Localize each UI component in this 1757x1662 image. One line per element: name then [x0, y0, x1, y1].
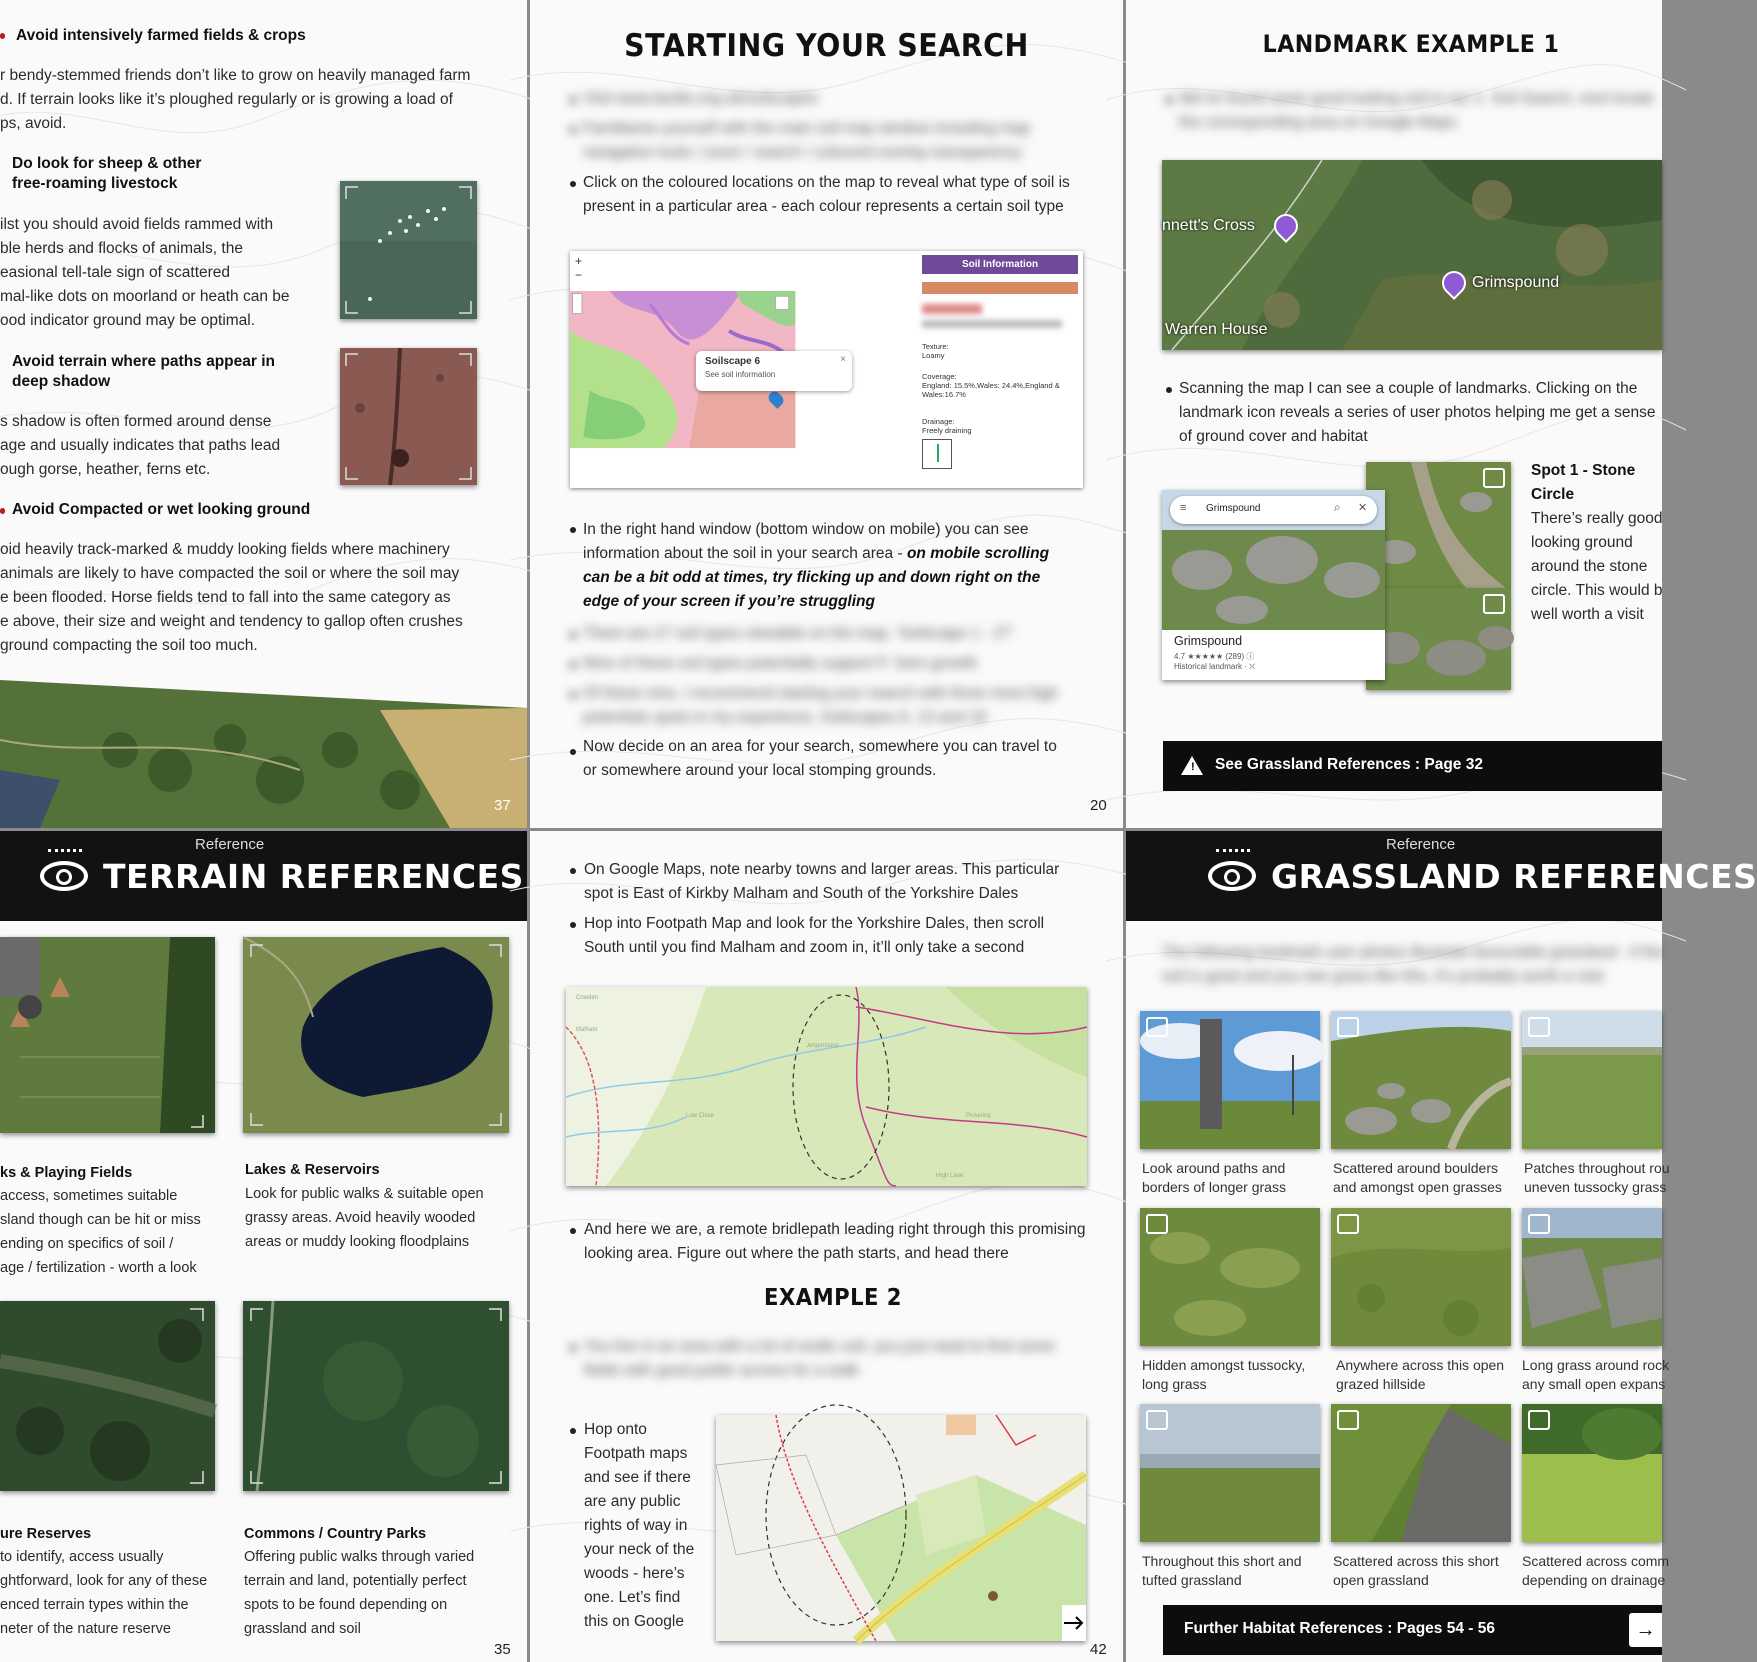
- aerial-woodland-banner: [0, 680, 527, 828]
- grass-photo-boulders: [1331, 1011, 1511, 1149]
- aerial-playing-fields: [0, 937, 215, 1133]
- line: Scattered around boulders: [1333, 1160, 1498, 1176]
- line: Offering public walks through varied: [244, 1549, 475, 1565]
- line: There’s really good: [1531, 510, 1663, 527]
- popup-link[interactable]: See soil information: [705, 370, 776, 379]
- line: and amongst open grasses: [1333, 1179, 1502, 1195]
- line: free-roaming livestock: [12, 175, 178, 192]
- line: circle. This would b: [1531, 582, 1663, 599]
- line: And here we are, a remote bridlepath leading right through this promising: [584, 1221, 1086, 1238]
- svg-text:High Lane: High Lane: [936, 1173, 964, 1179]
- eye-lashes: [48, 849, 82, 855]
- line: We’ve found some good looking soil in our 1. Soil Search, next locate: [1179, 90, 1655, 107]
- photo-gallery-icon: [1528, 1017, 1550, 1037]
- italic-note: can be a bit odd at times, try flicking up and down right on the: [583, 569, 1041, 586]
- bullet-text-bridlepath: [584, 1218, 1085, 1266]
- page-grassland-references: [1126, 831, 1757, 1662]
- paragraph-farmed: [0, 64, 520, 136]
- line: ough gorse, heather, ferns etc.: [0, 461, 211, 478]
- zoom-in-button[interactable]: +: [575, 254, 583, 268]
- bullet: [0, 508, 5, 514]
- close-icon[interactable]: ×: [840, 354, 846, 365]
- line: around the stone: [1531, 558, 1648, 575]
- aerial-path-shadow-image: [340, 348, 477, 485]
- user-photo-path: [1366, 462, 1511, 588]
- header-title: GRASSLAND REFERENCES: [1271, 857, 1757, 896]
- eye-lashes: [1216, 849, 1250, 855]
- header-title: TERRAIN REFERENCES: [103, 857, 524, 896]
- bullet-text-scanning: [1179, 377, 1655, 449]
- panel-title: Soil Information: [922, 255, 1078, 274]
- line: open grassland: [1333, 1572, 1429, 1588]
- photo-gallery-icon: [1146, 1410, 1168, 1430]
- satellite-map-grimspound: [1162, 160, 1662, 350]
- menu-icon[interactable]: ≡: [1180, 502, 1187, 514]
- svg-text:Cowden: Cowden: [576, 995, 599, 1001]
- soil-color-swatch: [922, 282, 1078, 294]
- soilscape-map-screenshot: [570, 251, 1083, 488]
- svg-text:Pickering: Pickering: [966, 1113, 991, 1119]
- bullet-text-footpath-maps: [584, 1418, 694, 1634]
- google-place-card: [1162, 490, 1385, 680]
- blurred-text: [922, 304, 982, 314]
- bullet: [0, 33, 5, 39]
- page-title: STARTING YOUR SEARCH: [624, 28, 1029, 64]
- line: Hop onto: [584, 1421, 647, 1438]
- line: age / fertilization - worth a look: [0, 1260, 197, 1276]
- page-number: 37: [494, 797, 511, 814]
- line: Scattered across comm: [1522, 1553, 1670, 1569]
- photo-gallery-icon: [1337, 1410, 1359, 1430]
- bullet: [570, 662, 576, 668]
- line: one. Let’s find: [584, 1589, 681, 1606]
- line: ps, avoid.: [0, 115, 67, 132]
- line: South until you find Malham and zoom in, it’ll only take a second: [584, 939, 1025, 956]
- line: ending on specifics of soil /: [0, 1236, 174, 1252]
- drainage-value: Freely draining: [922, 426, 972, 435]
- bullet: [570, 1228, 576, 1234]
- card-text-nature: [0, 1545, 207, 1641]
- line: d. If terrain looks like it’s ploughed regularly or is growing a load of: [0, 91, 453, 108]
- line: Familiarise yourself with the main soil map window including map: [583, 120, 1031, 137]
- footpath-map-woods: [716, 1415, 1086, 1641]
- blurred-text: [583, 682, 1058, 730]
- bullet: [570, 749, 576, 755]
- photo-caption: [1142, 1159, 1286, 1197]
- bullet: [570, 527, 576, 533]
- photo-caption: [1336, 1356, 1504, 1394]
- card-title-lakes: Lakes & Reservoirs: [245, 1162, 380, 1178]
- soilscape-popup: [696, 351, 852, 391]
- line: mal-like dots on moorland or heath can be: [0, 288, 290, 305]
- line: depending on drainage: [1522, 1572, 1666, 1588]
- italic-note: on mobile scrolling: [906, 545, 1050, 562]
- coverage-value: England: 15.5%,Wales: 24.4%,England &: [922, 381, 1060, 390]
- photo-gallery-icon: [1528, 1214, 1550, 1234]
- line: Avoid terrain where paths appear in: [12, 353, 275, 370]
- heading-look-sheep: [12, 154, 201, 194]
- line: areas or muddy looking floodplains: [245, 1234, 470, 1250]
- eye-icon: [40, 861, 88, 891]
- line: animals are likely to have compacted the soil or where the soil may: [0, 565, 460, 582]
- line: Now decide on an area for your search, somewhere you can travel to: [583, 738, 1057, 755]
- line: ilst you should avoid fields rammed with: [0, 216, 274, 233]
- line: Footpath maps: [584, 1445, 688, 1462]
- line: woods - here’s: [584, 1565, 685, 1582]
- page-number: 20: [1090, 797, 1107, 814]
- line: ble herds and flocks of animals, the: [0, 240, 243, 257]
- line: On Google Maps, note nearby towns and larger areas. This particular: [584, 861, 1060, 878]
- texture-value: Loamy: [922, 351, 945, 360]
- line: tufted grassland: [1142, 1572, 1242, 1588]
- zoom-out-button[interactable]: −: [575, 268, 583, 282]
- line: You live in an area with a lot of acidic soil, you just need to find some: [584, 1338, 1055, 1355]
- grass-photo-tussocky: [1522, 1011, 1662, 1149]
- line: Scanning the map I can see a couple of landmarks. Clicking on the: [1179, 380, 1638, 397]
- photo-gallery-icon: [1528, 1410, 1550, 1430]
- blurred-text: Nine of these soil types potentially support P. Sem growth: [583, 655, 978, 672]
- photo-gallery-icon: [1483, 594, 1505, 614]
- place-name[interactable]: Grimspound: [1174, 634, 1243, 648]
- close-icon[interactable]: ✕: [1358, 502, 1368, 514]
- card-title-commons: Commons / Country Parks: [244, 1526, 427, 1542]
- photo-gallery-icon: [1483, 468, 1505, 488]
- photo-caption: [1333, 1159, 1502, 1197]
- photo-gallery-icon: [1337, 1017, 1359, 1037]
- line: enced terrain types within the: [0, 1597, 189, 1613]
- texture-label: Texture:: [922, 342, 949, 351]
- heading-avoid-shadow: [12, 352, 275, 392]
- photo-gallery-icon: [1146, 1017, 1168, 1037]
- user-photo-boulders: [1366, 588, 1511, 690]
- bar-label: See Grassland References : Page 32: [1215, 756, 1483, 773]
- line: Hidden amongst tussocky,: [1142, 1357, 1306, 1373]
- section-header: [1126, 831, 1757, 921]
- spot-description: [1531, 507, 1663, 627]
- line: your neck of the: [584, 1541, 695, 1558]
- page-35: [0, 831, 527, 1662]
- coverage-label: Coverage:: [922, 372, 957, 381]
- line: ood indicator ground may be optimal.: [0, 312, 256, 329]
- further-habitat-references-bar[interactable]: [1163, 1605, 1662, 1655]
- line: spots to be found depending on: [244, 1597, 448, 1613]
- line: r bendy-stemmed friends don’t like to grow on heavily managed farm: [0, 67, 471, 84]
- line: Patches throughout rou: [1524, 1160, 1670, 1176]
- line: information about the soil in your search area -: [583, 545, 907, 562]
- photo-caption: [1522, 1552, 1669, 1590]
- see-grassland-references-bar[interactable]: ! See Grassland References : Page 32: [1163, 741, 1662, 791]
- line: ghtforward, look for any of these: [0, 1573, 208, 1589]
- line: ground compacting the soil too much.: [0, 637, 258, 654]
- line: terrain and land, potentially perfect: [244, 1573, 467, 1589]
- photo-caption: [1522, 1356, 1669, 1394]
- drainage-label: Drainage:: [922, 417, 955, 426]
- line: The following landmark user photos illustrate favourable grassland - if the: [1162, 944, 1665, 961]
- blurred-text: There are 27 soil types viewable on the map, ‘Soilscape 1 - 27’: [583, 625, 1014, 642]
- bullet: [570, 181, 576, 187]
- line: of ground cover and habitat: [1179, 428, 1368, 445]
- aerial-sheep-image: [340, 181, 477, 319]
- line: any small open expans: [1522, 1376, 1666, 1392]
- blurred-text: [1162, 941, 1664, 989]
- bullet: [1166, 387, 1172, 393]
- section-header: [0, 831, 527, 921]
- grass-photo-tufted: [1140, 1404, 1320, 1542]
- line: Scattered across this short: [1333, 1553, 1499, 1569]
- grass-photo-rocks: [1522, 1208, 1662, 1346]
- bullet-text-decide-area: [583, 735, 1057, 783]
- photo-caption: [1333, 1552, 1499, 1590]
- search-input[interactable]: Grimspound: [1206, 503, 1261, 514]
- line: navigation tools / zoom / search / coloured overlay transparency: [583, 144, 1022, 161]
- italic-note: edge of your screen if you’re struggling: [583, 593, 875, 610]
- bullet-text-google-maps: [584, 858, 1059, 906]
- line: spot is East of Kirkby Malham and South of the Yorkshire Dales: [584, 885, 1019, 902]
- photo-caption: [1524, 1159, 1670, 1197]
- blurred-text: [583, 117, 1030, 165]
- line: uneven tussocky grass: [1524, 1179, 1667, 1195]
- card-text-parks: [0, 1184, 201, 1280]
- eye-icon: [1208, 861, 1256, 891]
- line: present in a particular area - each colour represents a certain soil type: [583, 198, 1064, 215]
- bullet-text-right-window: [583, 518, 1103, 614]
- bullet-text-footpath-map: [584, 912, 1044, 960]
- line: landmark icon reveals a series of user photos helping me get a sense: [1179, 404, 1656, 421]
- heading-avoid-farmed: Avoid intensively farmed fields & crops: [16, 27, 306, 44]
- bullet: [570, 632, 576, 638]
- spot-title: [1531, 459, 1635, 507]
- card-text-lakes: [245, 1182, 484, 1254]
- line: e above, their size and weight and tendency to gallop often crushes: [0, 613, 463, 630]
- line: fields with good public access for a walk: [584, 1362, 859, 1379]
- coverage-value: Wales:16.7%: [922, 390, 966, 399]
- line: Throughout this short and: [1142, 1553, 1302, 1569]
- map-label: nnett's Cross: [1162, 217, 1255, 234]
- line: grassland and soil: [244, 1621, 361, 1637]
- grass-photo-chimney: [1140, 1011, 1320, 1149]
- grass-photo-common: [1522, 1404, 1662, 1542]
- page-42: [530, 831, 1123, 1662]
- heading-avoid-compacted: Avoid Compacted or wet looking ground: [12, 501, 311, 518]
- search-box[interactable]: [1170, 496, 1377, 524]
- page-number: 35: [494, 1641, 511, 1658]
- line: sland though can be hit or miss: [0, 1212, 201, 1228]
- aerial-lake: [243, 937, 509, 1133]
- page-number: 42: [1090, 1641, 1107, 1658]
- card-title-parks: ks & Playing Fields: [0, 1165, 133, 1181]
- blurred-text: [1179, 87, 1654, 135]
- card-title-nature: ure Reserves: [0, 1526, 92, 1542]
- line: Of these nine, I recommend starting your search with three most high: [583, 685, 1058, 702]
- line: or somewhere around your local stomping grounds.: [583, 762, 937, 779]
- svg-text:Malham: Malham: [576, 1027, 598, 1033]
- line: age and usually indicates that paths lead: [0, 437, 281, 454]
- bullet: [570, 127, 576, 133]
- line: Circle: [1531, 486, 1575, 503]
- paragraph-compacted: [0, 538, 520, 658]
- line: rights of way in: [584, 1517, 688, 1534]
- photo-caption: [1142, 1552, 1302, 1590]
- section-title-example-2: EXAMPLE 2: [764, 1285, 902, 1311]
- line: access, sometimes suitable: [0, 1188, 178, 1204]
- bullet: [570, 922, 576, 928]
- place-type: Historical landmark · ⛌: [1174, 662, 1256, 671]
- line: potentials spots in my experience, Soilscapes 6, 13 and 18: [583, 709, 987, 726]
- photo-gallery-icon: [1146, 1214, 1168, 1234]
- bullet: [570, 692, 576, 698]
- search-icon[interactable]: ⌕: [1334, 500, 1341, 514]
- line: Look for public walks & suitable open: [245, 1186, 484, 1202]
- header-kicker: Reference: [1386, 836, 1456, 853]
- drainage-icon: [922, 439, 952, 469]
- footpath-map-malham: [566, 987, 1087, 1186]
- line: Hop into Footpath Map and look for the Yorkshire Dales, then scroll: [584, 915, 1045, 932]
- line: neter of the nature reserve: [0, 1621, 171, 1637]
- popup-title: Soilscape 6: [705, 356, 761, 367]
- line: borders of longer grass: [1142, 1179, 1286, 1195]
- grass-photo-long-grass: [1140, 1208, 1320, 1346]
- arrow-right-icon[interactable]: →: [1629, 1613, 1662, 1647]
- aerial-nature-reserve: [0, 1301, 215, 1491]
- place-rating: 4.7 ★★★★★ (289) ⓘ: [1174, 652, 1255, 661]
- line: to identify, access usually: [0, 1549, 164, 1565]
- page-37: [0, 0, 527, 828]
- line: Anywhere across this open: [1336, 1357, 1505, 1373]
- line: In the right hand window (bottom window on mobile) you can see: [583, 521, 1029, 538]
- aerial-common-park: [243, 1301, 509, 1491]
- line: Look around paths and: [1142, 1160, 1286, 1176]
- svg-text:Jergentsons: Jergentsons: [806, 1043, 839, 1049]
- blurred-text: Visit www.landis.org.uk/soilscapes: [583, 90, 818, 107]
- line: deep shadow: [12, 373, 111, 390]
- svg-text:Low Close: Low Close: [686, 1113, 715, 1119]
- grass-photo-short-open: [1331, 1404, 1511, 1542]
- line: Click on the coloured locations on the map to reveal what type of soil is: [583, 174, 1070, 191]
- bullet: [570, 1428, 576, 1434]
- bullet: [1166, 97, 1172, 103]
- line: easional tell-tale sign of scattered: [0, 264, 231, 281]
- bullet-text-click: [583, 171, 1070, 219]
- line: are any public: [584, 1493, 681, 1510]
- line: long grass: [1142, 1376, 1207, 1392]
- photo-gallery-icon: [1337, 1214, 1359, 1234]
- line: Long grass around rock: [1522, 1357, 1670, 1373]
- photo-caption: [1142, 1356, 1305, 1394]
- line: e been flooded. Horse fields tend to fall into the same category as: [0, 589, 451, 606]
- blurred-text: [584, 1335, 1055, 1383]
- blurred-text: [922, 320, 1062, 328]
- line: looking area. Figure out where the path starts, and head there: [584, 1245, 1009, 1262]
- line: and see if there: [584, 1469, 691, 1486]
- bullet: [570, 97, 576, 103]
- page-landmark-example: [1126, 0, 1662, 828]
- line: grazed hillside: [1336, 1376, 1426, 1392]
- line: Do look for sheep & other: [12, 155, 202, 172]
- page-20: [530, 0, 1123, 828]
- card-text-commons: [244, 1545, 474, 1641]
- map-label: Warren House: [1165, 321, 1268, 338]
- map-label: Grimspound: [1472, 274, 1560, 291]
- line: grassy areas. Avoid heavily wooded: [245, 1210, 476, 1226]
- paragraph-shadow: [0, 410, 300, 482]
- soil-info-panel: [922, 255, 1078, 484]
- header-kicker: Reference: [195, 836, 265, 853]
- line: this on Google: [584, 1613, 684, 1630]
- line: oid heavily track-marked & muddy looking fields where machinery: [0, 541, 450, 558]
- bullet: [570, 868, 576, 874]
- line: looking ground: [1531, 534, 1633, 551]
- line: the corresponding area on Google Maps: [1179, 114, 1457, 131]
- line: soil is good and you see grass like this, it’s probably worth a visit: [1162, 968, 1604, 985]
- grass-photo-hillside: [1331, 1208, 1511, 1346]
- bullet: [570, 1345, 576, 1351]
- line: well worth a visit: [1531, 606, 1644, 623]
- bar-label: Further Habitat References : Pages 54 - 56: [1184, 1620, 1495, 1637]
- line: Spot 1 - Stone: [1531, 462, 1636, 479]
- page-title: LANDMARK EXAMPLE 1: [1262, 30, 1560, 58]
- paragraph-sheep: [0, 213, 300, 333]
- line: s shadow is often formed around dense: [0, 413, 272, 430]
